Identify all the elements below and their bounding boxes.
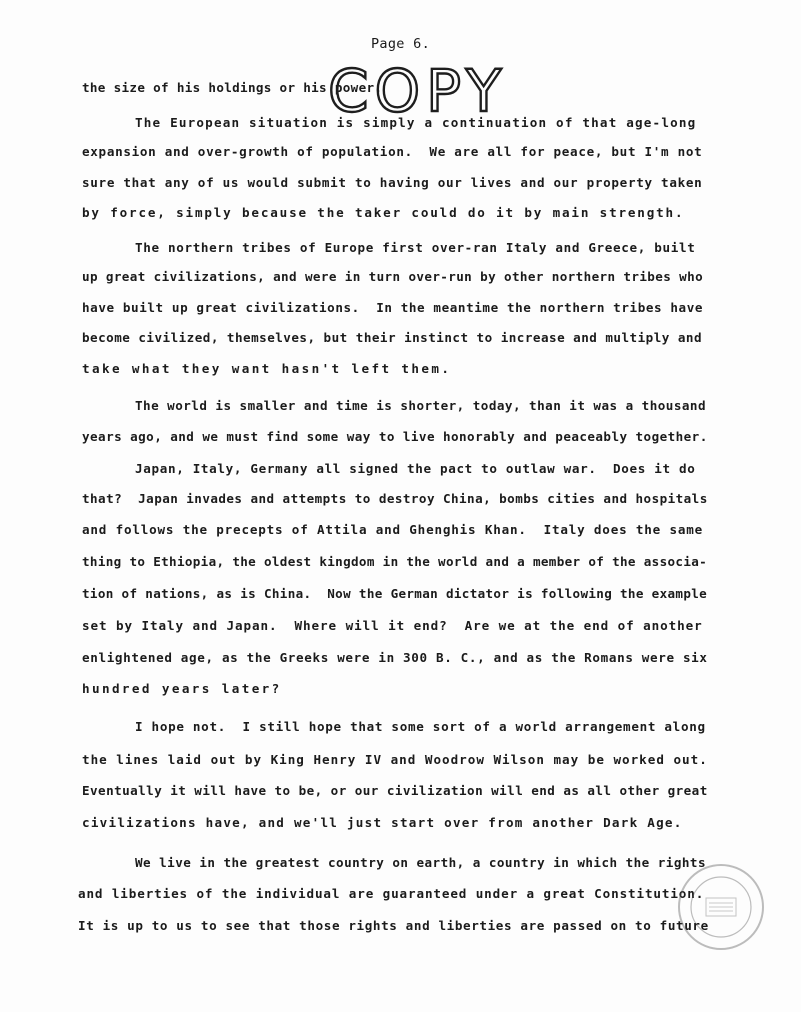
text-line: The European situation is simply a continuation of that age-long: [135, 115, 697, 130]
body-text: [0, 66, 801, 986]
text-line: We live in the greatest country on earth, a country in which the rights: [135, 855, 706, 870]
text-line: become civilized, themselves, but their instinct to increase and multiply and: [82, 330, 703, 345]
text-line: and follows the precepts of Attila and Ghenghis Khan. Italy does the same: [82, 522, 704, 537]
text-line: by force, simply because the taker could do it by main strength.: [82, 205, 685, 220]
text-line: the lines laid out by King Henry IV and Woodrow Wilson may be worked out.: [82, 752, 708, 767]
archive-seal-icon: [676, 862, 766, 952]
text-line: have built up great civilizations. In the meantime the northern tribes have: [82, 300, 704, 315]
text-line: Japan, Italy, Germany all signed the pact to outlaw war. Does it do: [135, 461, 696, 476]
text-line: Eventually it will have to be, or our civilization will end as all other great: [82, 783, 708, 798]
text-line: civilizations have, and we'll just start over from another Dark Age.: [82, 815, 683, 830]
text-line: that? Japan invades and attempts to destroy China, bombs cities and hospitals: [82, 491, 708, 506]
copy-stamp: COPY: [328, 57, 508, 125]
text-line: It is up to us to see that those rights and liberties are passed on to future: [78, 918, 709, 933]
text-line: hundred years later?: [82, 681, 282, 696]
text-line: The northern tribes of Europe first over-ran Italy and Greece, built: [135, 240, 696, 255]
text-line: set by Italy and Japan. Where will it end? Are we at the end of another: [82, 618, 703, 633]
text-line: thing to Ethiopia, the oldest kingdom in the world and a member of the associa-: [82, 554, 708, 569]
text-line: The world is smaller and time is shorter, today, than it was a thousand: [135, 398, 706, 413]
page-number: Page 6.: [371, 36, 430, 52]
text-line: the size of his holdings or his power.: [82, 80, 383, 95]
text-line: tion of nations, as is China. Now the German dictator is following the example: [82, 586, 708, 601]
text-line: up great civilizations, and were in turn over-run by other northern tribes who: [82, 269, 704, 284]
text-line: and liberties of the individual are guaranteed under a great Constitution.: [78, 886, 705, 901]
text-line: I hope not. I still hope that some sort of a world arrangement along: [135, 719, 706, 734]
text-line: sure that any of us would submit to having our lives and our property taken: [82, 175, 703, 190]
text-line: expansion and over-growth of population. We are all for peace, but I'm not: [82, 144, 703, 159]
text-line: take what they want hasn't left them.: [82, 361, 452, 376]
text-line: years ago, and we must find some way to live honorably and peaceably together.: [82, 429, 708, 444]
text-line: enlightened age, as the Greeks were in 300 B. C., and as the Romans were six: [82, 650, 708, 665]
